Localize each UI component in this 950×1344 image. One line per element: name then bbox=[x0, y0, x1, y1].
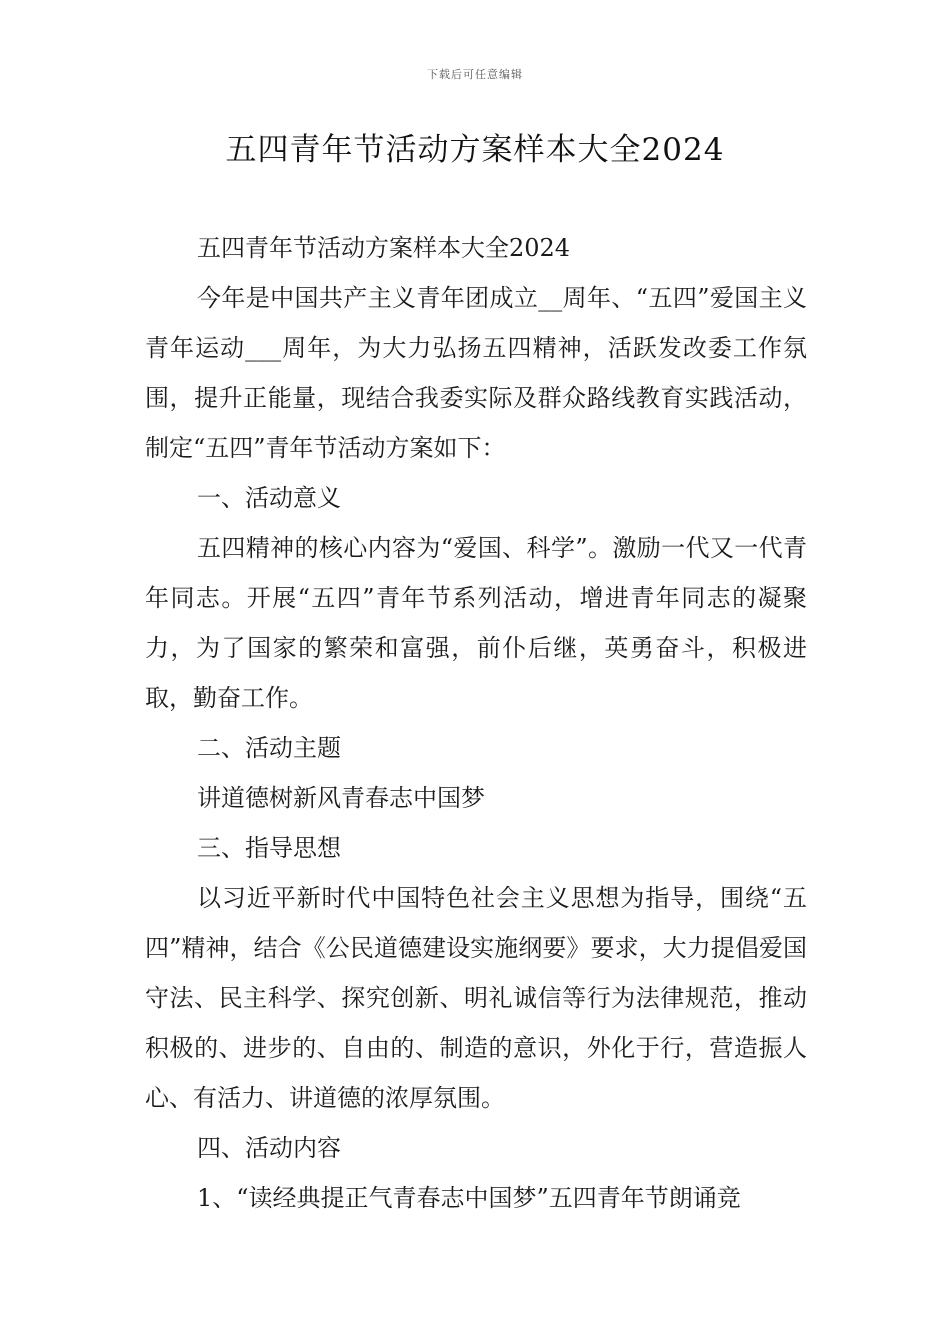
section-heading-content: 四、活动内容 bbox=[197, 1134, 341, 1162]
document-title: 五四青年节活动方案样本大全2024 bbox=[225, 132, 725, 168]
intro-paragraph: 今年是中国共产主义青年团成立__周年、“五四”爱国主义青年运动___周年，为大力弘扬五四精神，活跃发改委工作氛围，提升正能量，现结合我委实际及群众路线教育实践活动，制定“五四”青年节活动方案如下： bbox=[145, 284, 807, 462]
section-heading-guideline: 三、指导思想 bbox=[197, 834, 341, 862]
header-note: 下载后可任意编辑 bbox=[427, 68, 523, 81]
guideline-paragraph: 以习近平新时代中国特色社会主义思想为指导，围绕“五四”精神，结合《公民道德建设实施纲要》要求，大力提倡爱国守法、民主科学、探究创新、明礼诚信等行为法律规范，推动积极的、进步的、自由的、制造的意识，外化于行，营造振人心、有活力、讲道德的浓厚氛围。 bbox=[145, 884, 807, 1112]
content-item-1: 1、“读经典提正气青春志中国梦”五四青年节朗诵竞 bbox=[197, 1184, 741, 1212]
section-heading-significance: 一、活动意义 bbox=[197, 484, 341, 512]
document-body bbox=[145, 223, 807, 1223]
theme-paragraph: 讲道德树新风青春志中国梦 bbox=[197, 784, 485, 812]
significance-paragraph: 五四精神的核心内容为“爱国、科学”。激励一代又一代青年同志。开展“五四”青年节系列活动，增进青年同志的凝聚力，为了国家的繁荣和富强，前仆后继，英勇奋斗，积极进取，勤奋工作。 bbox=[145, 534, 807, 712]
subtitle-paragraph: 五四青年节活动方案样本大全2024 bbox=[197, 234, 571, 262]
section-heading-theme: 二、活动主题 bbox=[197, 734, 341, 762]
